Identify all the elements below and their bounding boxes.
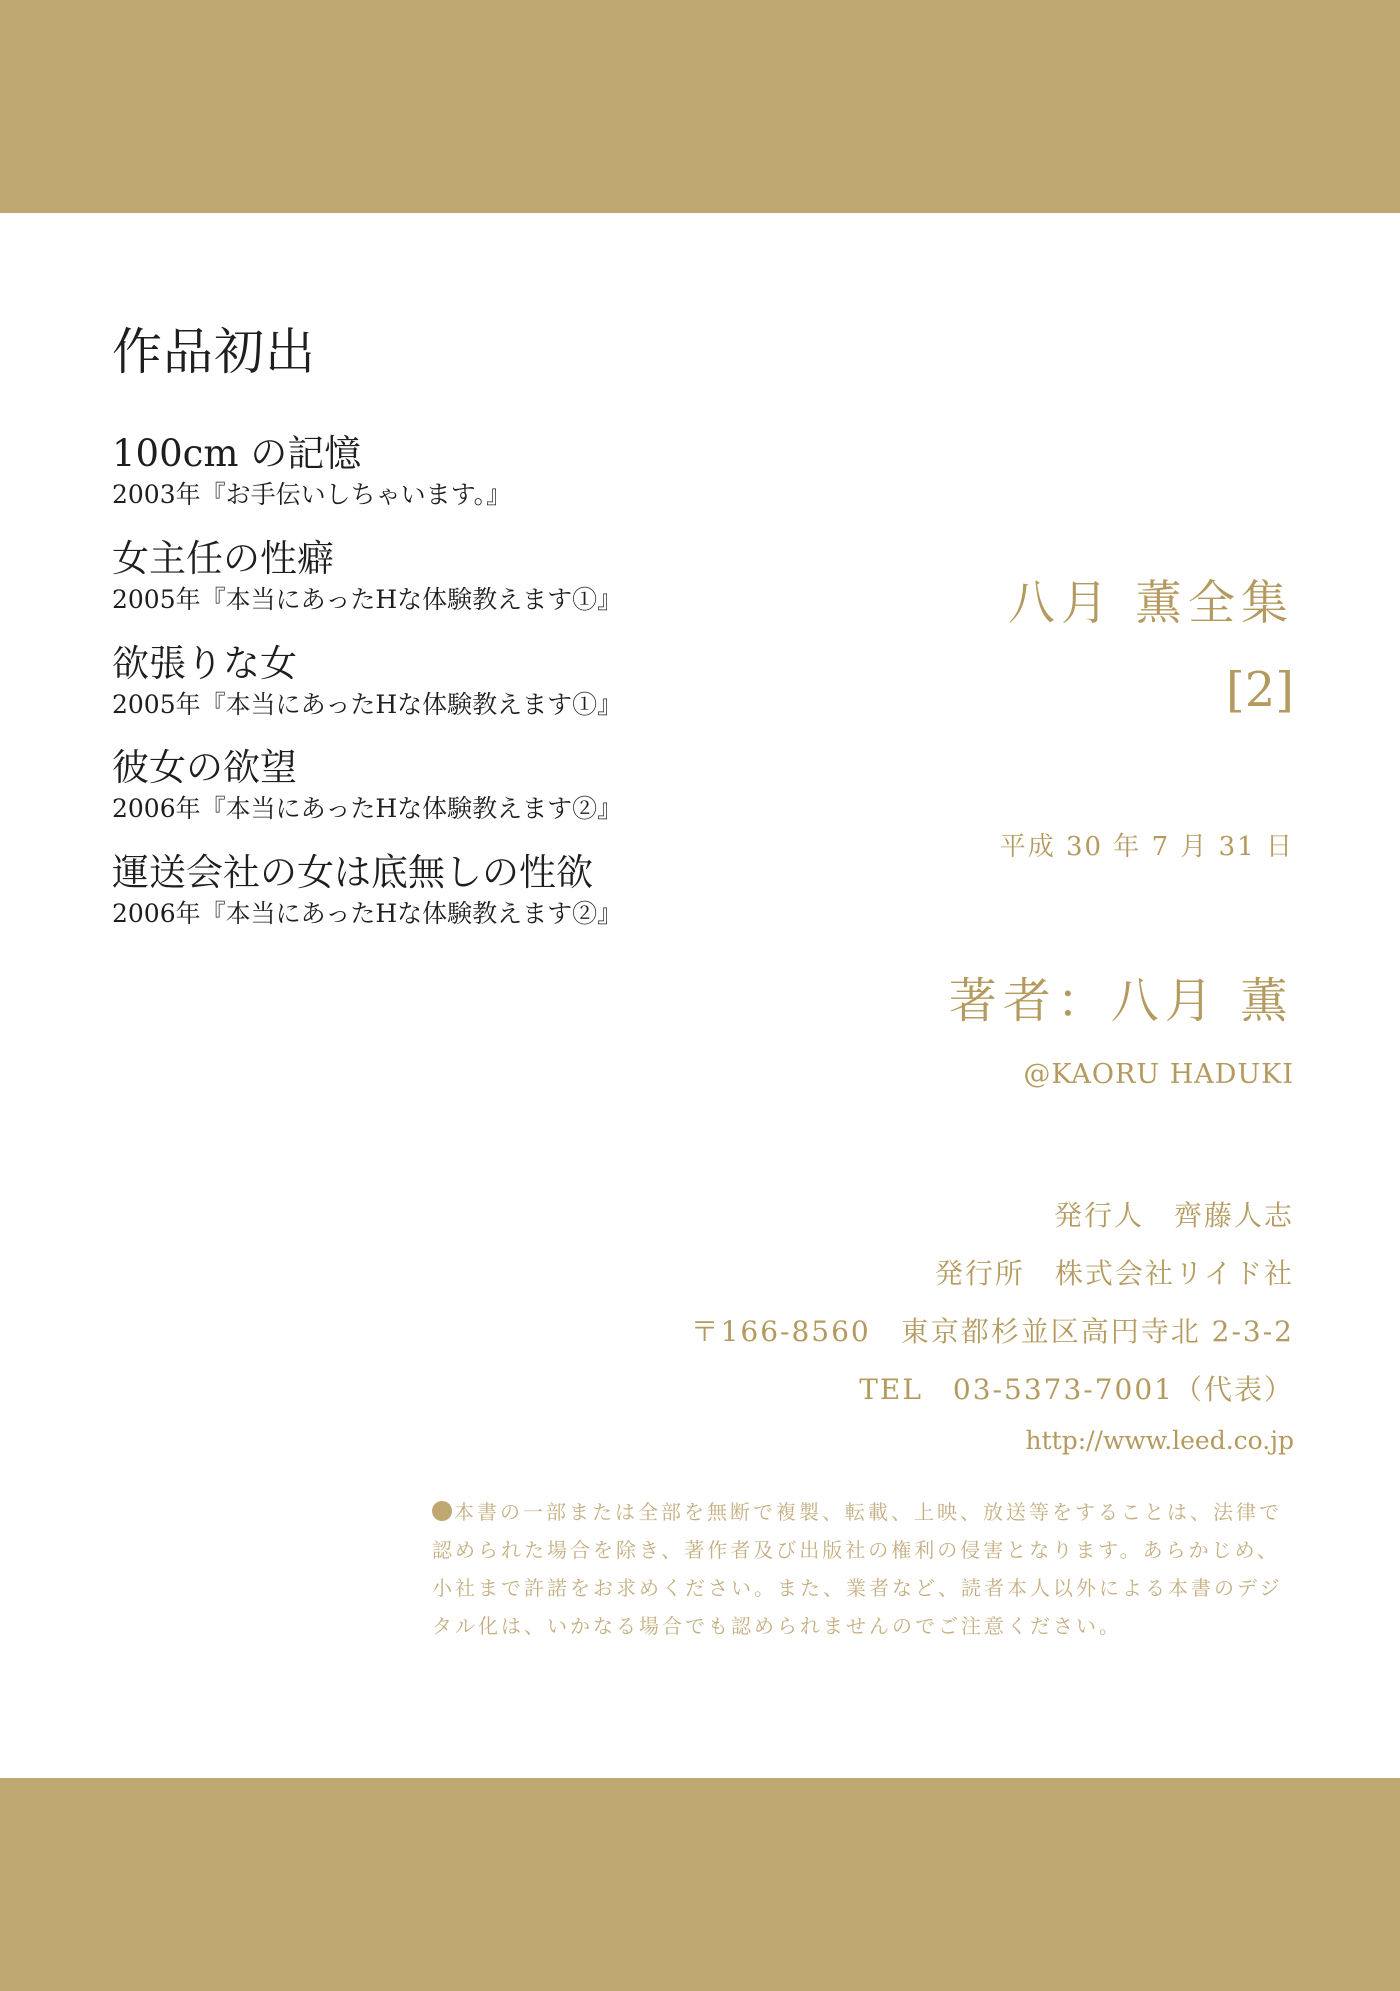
series-title: 八月 薫全集 <box>1008 576 1294 631</box>
work-source: 2006年『本当にあったHな体験教えます②』 <box>112 899 623 928</box>
work-item <box>112 432 511 510</box>
publisher-company: 発行所 株式会社リイド社 <box>934 1257 1294 1290</box>
work-source: 2003年『お手伝いしちゃいます。』 <box>112 480 512 509</box>
work-item <box>112 851 622 929</box>
copyright-line: @KAORU HADUKI <box>1023 1059 1294 1090</box>
section-heading: 作品初出 <box>112 323 316 381</box>
work-source: 2006年『本当にあったHな体験教えます②』 <box>112 794 623 823</box>
work-item <box>112 746 622 824</box>
author-name: 著者：八月 薫 <box>948 973 1294 1029</box>
work-item <box>112 642 622 720</box>
publisher-person: 発行人 齊藤人志 <box>1053 1199 1294 1232</box>
work-title: 欲張りな女 <box>112 642 297 685</box>
work-source: 2005年『本当にあったHな体験教えます①』 <box>112 690 623 719</box>
volume-number: [2] <box>1226 662 1294 718</box>
publisher-tel: TEL 03-5373-7001（代表） <box>859 1373 1294 1406</box>
notice-text: 本書の一部または全部を無断で複製、転載、上映、放送等をすることは、法律で認められた場合を除き、著作者及び出版社の権利の侵害となります。あらかじめ、小社まで許諾をお求めください。また、業者など、読者本人以外による本書のデジタル化は、いかなる場合でも認められませんのでご注意ください。 <box>432 1500 1283 1638</box>
top-band <box>0 0 1400 213</box>
bottom-band <box>0 1778 1400 1991</box>
work-title: 女主任の性癖 <box>112 537 334 580</box>
publisher-address: 〒166-8560 東京都杉並区高円寺北 2-3-2 <box>690 1315 1294 1348</box>
work-item <box>112 537 622 615</box>
publisher-url[interactable]: http://www.leed.co.jp <box>1025 1426 1294 1455</box>
copyright-notice <box>432 1493 1298 1645</box>
work-title: 運送会社の女は底無しの性欲 <box>112 851 593 894</box>
publication-date: 平成 30 年 7 月 31 日 <box>999 832 1294 862</box>
work-source: 2005年『本当にあったHな体験教えます①』 <box>112 585 623 614</box>
bullet-dot-icon <box>432 1501 452 1521</box>
work-title: 彼女の欲望 <box>112 746 297 789</box>
work-title: 100cm の記憶 <box>112 432 362 475</box>
